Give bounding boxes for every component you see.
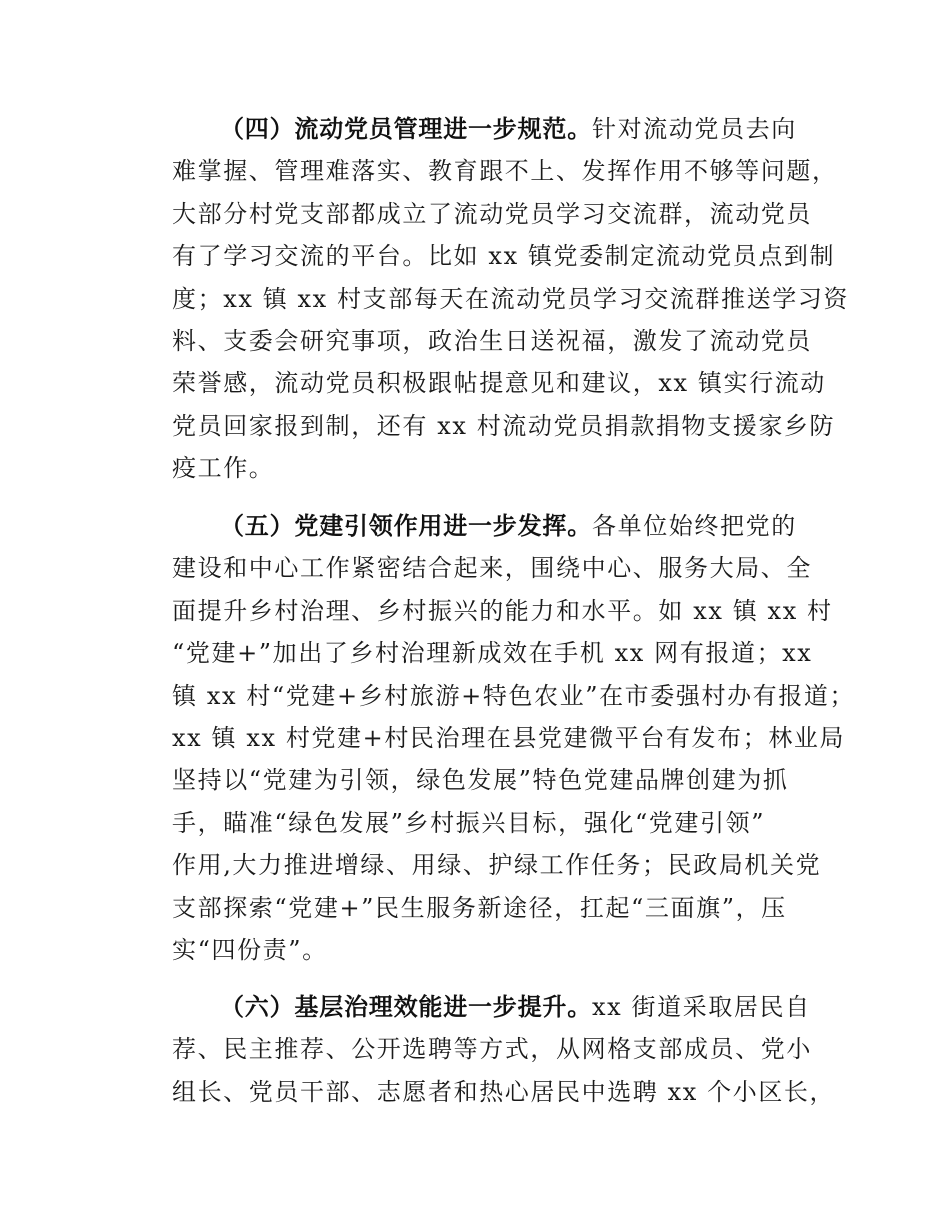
paragraph-text: 各单位始终把党的	[592, 512, 797, 540]
paragraph-line: 面提升乡村治理、乡村振兴的能力和水平。如 xx 镇 xx 村	[172, 597, 833, 625]
paragraph-line	[220, 112, 797, 146]
paragraph-line: 建设和中心工作紧密结合起来，围绕中心、服务大局、全	[172, 554, 812, 582]
paragraph-line: xx 镇 xx 村党建+村民治理在县党建微平台有发布；林业局	[172, 724, 846, 752]
paragraph-line: 料、支委会研究事项，政治生日送祝福，激发了流动党员	[172, 327, 812, 355]
paragraph-text: 针对流动党员去向	[592, 115, 797, 143]
section-heading: （六）基层治理效能进一步提升。	[220, 993, 592, 1021]
paragraph-line: 支部探索“党建+”民生服务新途径，扛起“三面旗”，压	[172, 894, 787, 922]
paragraph-line: 荣誉感，流动党员积极跟帖提意见和建议，xx 镇实行流动	[172, 369, 826, 397]
paragraph-line: 疫工作。	[172, 454, 275, 482]
section-heading: （四）流动党员管理进一步规范。	[220, 115, 592, 143]
paragraph-line: 实“四份责”。	[172, 936, 328, 964]
paragraph-line: 镇 xx 村“党建+乡村旅游+特色农业”在市委强村办有报道；	[172, 682, 856, 710]
paragraph-line: 手，瞄准“绿色发展”乡村振兴目标，强化“党建引领”	[172, 809, 766, 837]
paragraph-line	[220, 990, 811, 1024]
paragraph-line: 荐、民主推荐、公开选聘等方式，从网格支部成员、党小	[172, 1035, 812, 1063]
paragraph-line: “党建+”加出了乡村治理新成效在手机 xx 网有报道；xx	[172, 639, 813, 667]
paragraph-line	[220, 509, 797, 543]
paragraph-line: 大部分村党支部都成立了流动党员学习交流群，流动党员	[172, 200, 812, 228]
section-heading: （五）党建引领作用进一步发挥。	[220, 512, 592, 540]
paragraph-line: 党员回家报到制，还有 xx 村流动党员捐款捐物支援家乡防	[172, 412, 836, 440]
paragraph-text: xx 街道采取居民自	[592, 993, 811, 1021]
paragraph-line: 作用,大力推进增绿、用绿、护绿工作任务；民政局机关党	[172, 851, 822, 879]
paragraph-line: 有了学习交流的平台。比如 xx 镇党委制定流动党员点到制	[172, 242, 836, 270]
paragraph-line: 组长、党员干部、志愿者和热心居民中选聘 xx 个小区长，	[172, 1078, 836, 1106]
paragraph-line: 度；xx 镇 xx 村支部每天在流动党员学习交流群推送学习资	[172, 285, 850, 313]
paragraph-line: 坚持以“党建为引领，绿色发展”特色党建品牌创建为抓	[172, 766, 789, 794]
paragraph-line: 难掌握、管理难落实、教育跟不上、发挥作用不够等问题，	[172, 157, 838, 185]
